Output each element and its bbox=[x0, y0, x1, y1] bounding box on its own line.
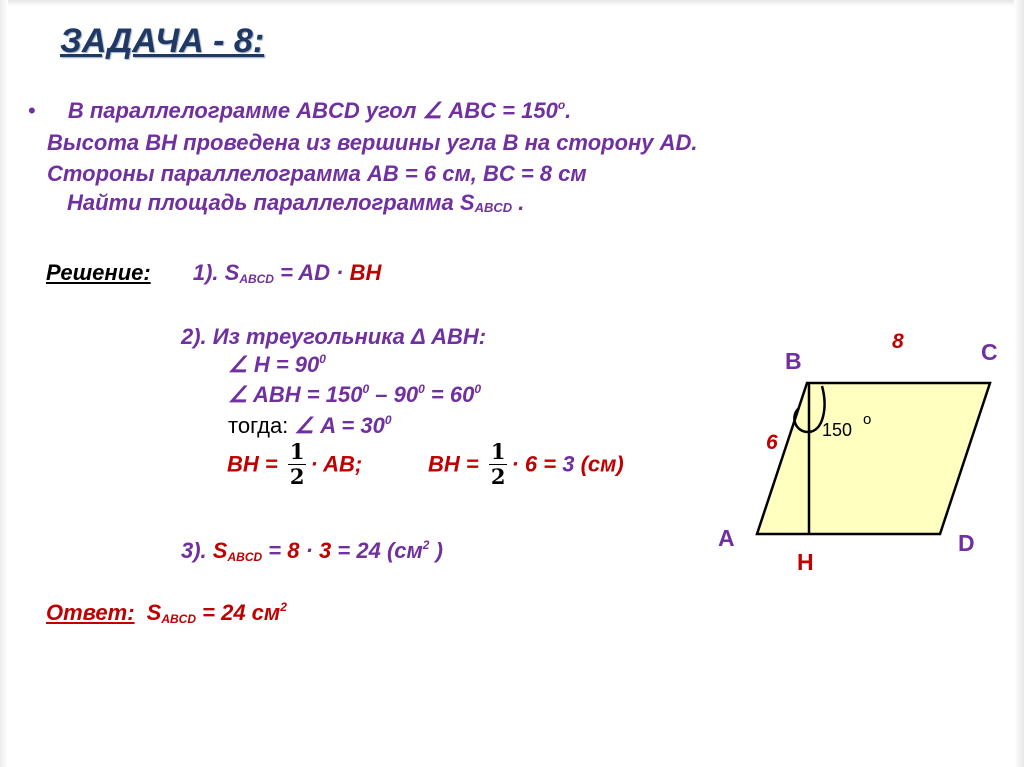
step3-s: S bbox=[212, 538, 228, 563]
abh-s1: 0 bbox=[362, 382, 370, 396]
parallelogram-shape bbox=[757, 383, 990, 534]
degree-mark: о bbox=[557, 98, 566, 112]
step3-c: · bbox=[299, 538, 320, 563]
angle-symbol: ∠ bbox=[422, 98, 443, 123]
answer-s: S bbox=[140, 600, 162, 625]
problem-text-4a: Найти площадь параллелограмма S bbox=[67, 190, 475, 215]
abh-s3: 0 bbox=[474, 382, 482, 396]
step3-b: = bbox=[262, 538, 288, 563]
answer-sub: ABCD bbox=[161, 612, 197, 626]
abh-a: ∠ ABH = 150 bbox=[228, 382, 363, 407]
problem-line-4 bbox=[67, 190, 524, 216]
angle-a-sup: 0 bbox=[384, 413, 392, 427]
vertex-a-label: A bbox=[718, 525, 735, 551]
answer-line bbox=[46, 600, 287, 626]
problem-text-4b: . bbox=[512, 190, 525, 215]
step1-text-a: 1). S bbox=[192, 260, 240, 285]
solution-step-1 bbox=[46, 260, 381, 286]
step3-e: ) bbox=[429, 538, 443, 563]
abh-b: – 90 bbox=[369, 382, 419, 407]
abh-c: = 60 bbox=[424, 382, 475, 407]
angle-degree-mark: о bbox=[863, 411, 872, 428]
answer-label: Ответ: bbox=[46, 600, 135, 625]
fraction-1 bbox=[288, 440, 307, 489]
bh2-a: BH = bbox=[428, 451, 485, 477]
problem-line-2: Высота BH проведена из вершины угла B на сторону AD. bbox=[47, 130, 698, 155]
step3-sub: ABCD bbox=[227, 550, 263, 564]
abh-s2: 0 bbox=[418, 382, 425, 396]
foot-h-label: H bbox=[797, 549, 814, 575]
step3-3: 3 bbox=[319, 538, 332, 563]
side-bc-label: 8 bbox=[892, 330, 904, 353]
slide-title: ЗАДАЧА - 8: bbox=[60, 22, 265, 60]
step3-a: 3). bbox=[181, 538, 213, 563]
vertex-b-label: B bbox=[785, 348, 802, 374]
slide-top-edge bbox=[0, 0, 1024, 6]
bullet: • bbox=[28, 98, 36, 123]
bh1-a: BH = bbox=[227, 451, 284, 477]
step2-angle-a bbox=[228, 413, 392, 439]
problem-text-1c: ABC = 150 bbox=[442, 98, 558, 123]
step2-head-a: 2). Из треугольника bbox=[181, 324, 412, 349]
problem-text-1d: . bbox=[565, 98, 572, 123]
then-word: тогда: bbox=[228, 413, 295, 438]
fraction-2-num: 1 bbox=[490, 439, 506, 464]
fraction-1-num: 1 bbox=[289, 439, 305, 464]
angle-h-text: ∠ H = 90 bbox=[228, 352, 320, 377]
bh-formula-1 bbox=[227, 440, 362, 489]
bh2-b: · 6 = bbox=[511, 451, 563, 477]
vertex-d-label: D bbox=[958, 530, 975, 556]
answer-sup: 2 bbox=[280, 600, 287, 614]
step2-angle-h bbox=[228, 352, 326, 378]
fraction-2-den: 2 bbox=[490, 464, 506, 489]
step3-sup: 2 bbox=[422, 538, 430, 552]
area-subscript: ABCD bbox=[474, 200, 513, 215]
bh2-d: (см) bbox=[574, 451, 624, 477]
step2-heading bbox=[181, 324, 486, 350]
answer-value: = 24 см bbox=[196, 600, 281, 625]
problem-text-1a: В параллелограмме bbox=[67, 98, 297, 123]
slide-left-edge bbox=[0, 0, 8, 767]
step1-text-b: = AD · bbox=[273, 260, 350, 285]
bh2-c: 3 bbox=[562, 451, 575, 477]
problem-text-1b: угол bbox=[359, 98, 423, 123]
angle-value-label: 150 bbox=[822, 420, 853, 440]
bh-formula-2 bbox=[428, 440, 624, 489]
fraction-2 bbox=[489, 440, 508, 489]
side-ab-label: 6 bbox=[766, 431, 778, 454]
step1-subscript: ABCD bbox=[239, 272, 274, 286]
vertex-c-label: C bbox=[981, 339, 998, 365]
step3-d: = 24 (см bbox=[331, 538, 423, 563]
step2-head-b: Δ ABH: bbox=[411, 324, 487, 349]
bh1-b: · AB; bbox=[310, 451, 363, 477]
problem-line-3: Стороны параллелограмма AB = 6 см, BC = 8 см bbox=[47, 161, 587, 186]
step2-angle-abh bbox=[228, 382, 481, 408]
solution-step-3 bbox=[181, 538, 443, 564]
angle-a-symbol: ∠ bbox=[294, 413, 315, 438]
angle-a-val: A = 30 bbox=[314, 413, 385, 438]
step3-8: 8 bbox=[287, 538, 300, 563]
solution-label: Решение: bbox=[46, 260, 151, 285]
problem-abcd: ABCD bbox=[296, 98, 360, 123]
fraction-1-den: 2 bbox=[289, 464, 305, 489]
problem-line-1 bbox=[28, 98, 571, 124]
angle-h-sup: 0 bbox=[319, 352, 326, 366]
parallelogram-figure bbox=[700, 320, 1020, 590]
step1-bh: BH bbox=[349, 260, 382, 285]
